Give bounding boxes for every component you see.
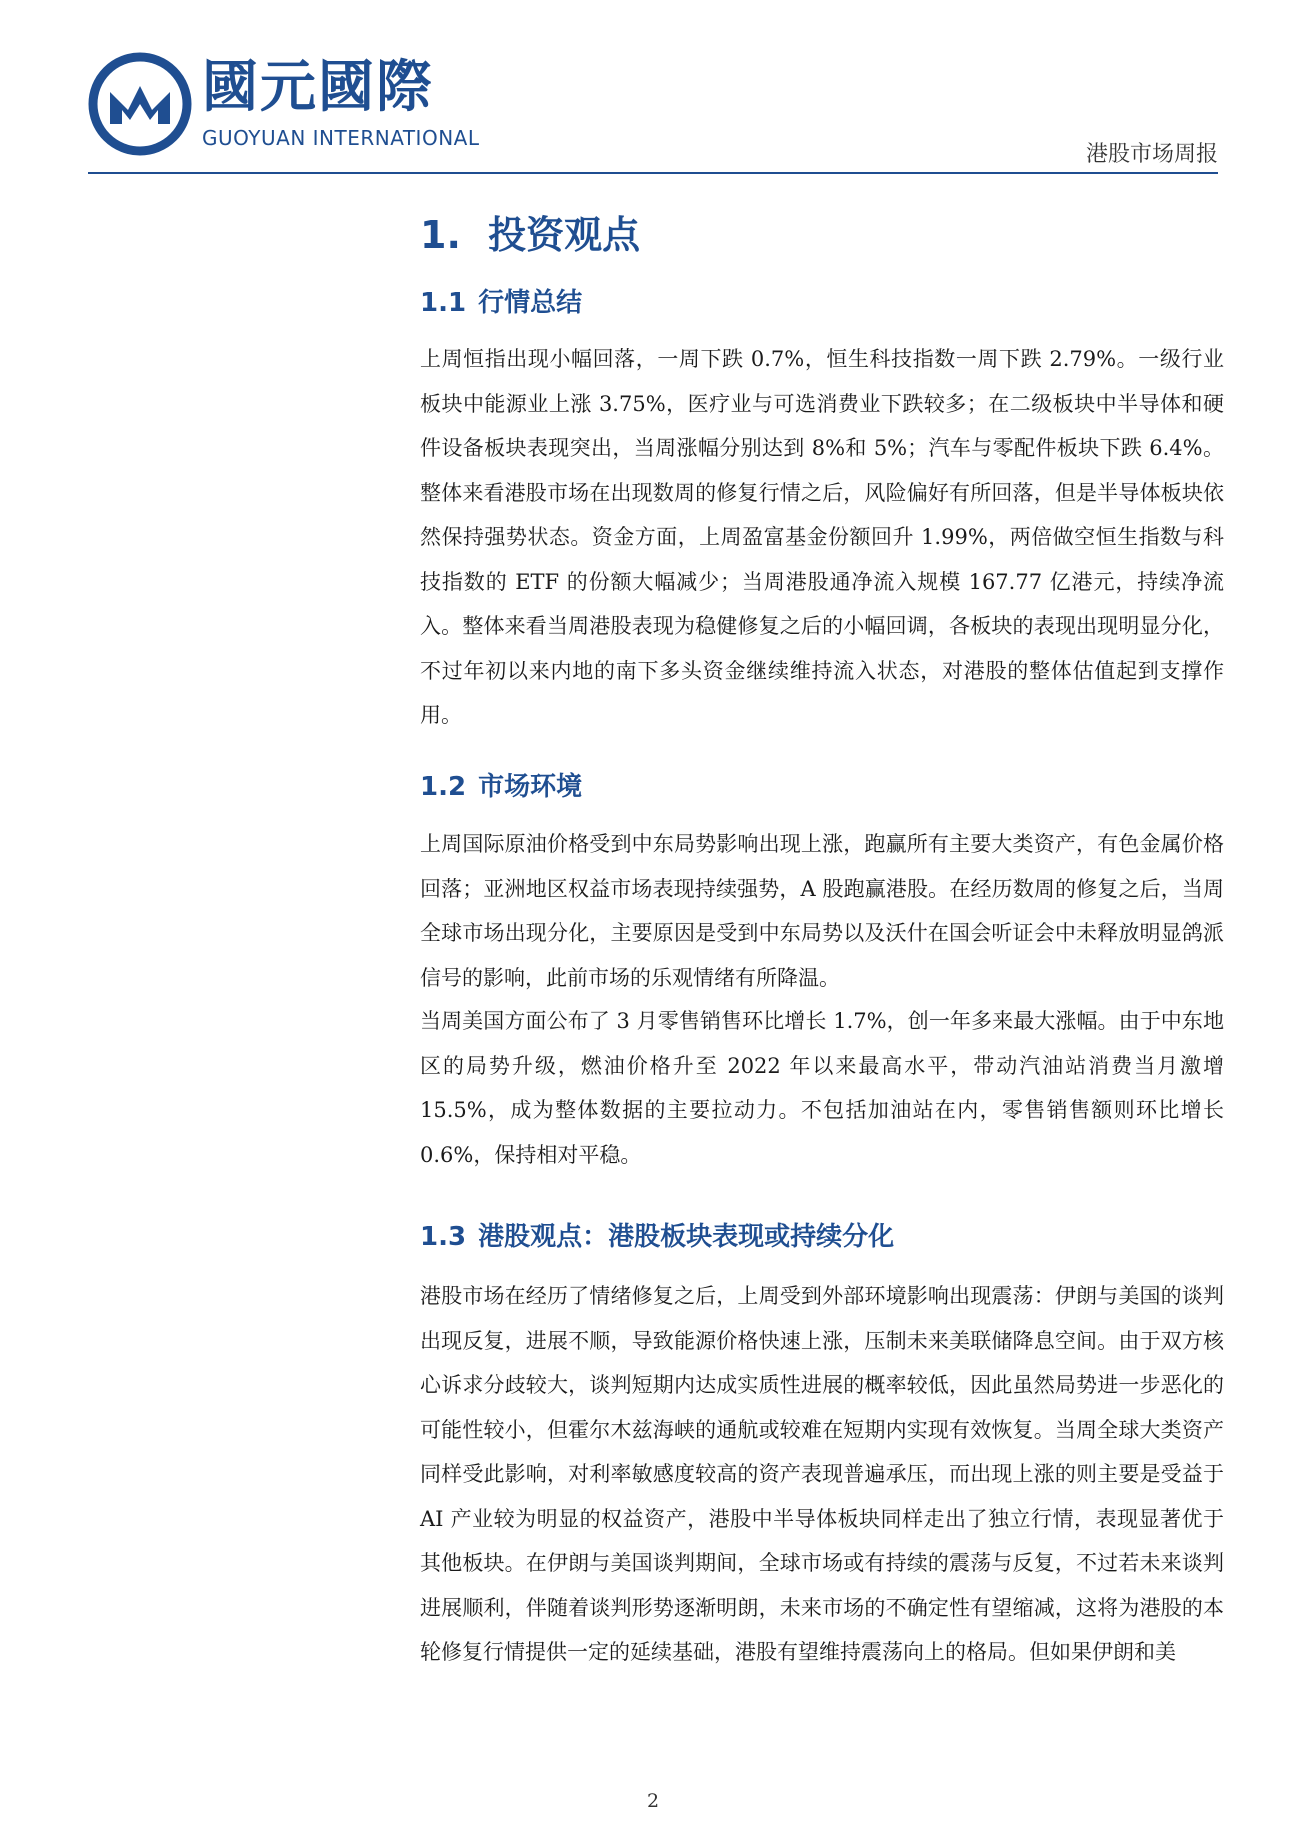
- subsection-number: 1.2: [420, 772, 467, 802]
- subsection-title: 市场环境: [478, 772, 583, 802]
- market-summary-paragraph: 上周恒指出现小幅回落，一周下跌 0.7%，恒生科技指数一周下跌 2.79%。一级行业板块中能源业上涨 3.75%，医疗业与可选消费业下跌较多；在二级板块中半导体和硬件设备板块表现突出，当周涨幅分别达到 8%和 5%；汽车与零配件板块下跌 6.4%。整体来看港股市场在出现数周的修复行情之后，风险偏好有所回落，但是半导体板块依然保持强势状态。资金方面，上周盈富基金份额回升 1.99%，两倍做空恒生指数与科技指数的 ETF 的份额大幅减少；当周港股通净流入规模 167.77 亿港元，持续净流入。整体来看当周港股表现为稳健修复之后的小幅回调，各板块的表现出现明显分化，不过年初以来内地的南下多头资金继续维持流入状态，对港股的整体估值起到支撑作用。: [420, 347, 1224, 727]
- company-logo: [88, 52, 480, 156]
- subsection-heading-1-1: [420, 282, 582, 319]
- market-environment-paragraph-1: 上周国际原油价格受到中东局势影响出现上涨，跑赢所有主要大类资产，有色金属价格回落；亚洲地区权益市场表现持续强势，A 股跑赢港股。在经历数周的修复之后，当周全球市场出现分化，主要原因是受到中东局势以及沃什在国会听证会中未释放明显鸽派信号的影响，此前市场的乐观情绪有所降温。: [420, 832, 1224, 990]
- section-title: 投资观点: [488, 213, 641, 257]
- subsection-heading-1-3: [420, 1216, 894, 1253]
- subsection-heading-1-2: [420, 766, 582, 803]
- page-number: 2: [646, 1790, 660, 1812]
- subsection-number: 1.3: [420, 1222, 467, 1252]
- hk-stock-view-paragraph: 港股市场在经历了情绪修复之后，上周受到外部环境影响出现震荡：伊朗与美国的谈判出现反复，进展不顺，导致能源价格快速上涨，压制未来美联储降息空间。由于双方核心诉求分歧较大，谈判短期内达成实质性进展的概率较低，因此虽然局势进一步恶化的可能性较小，但霍尔木兹海峡的通航或较难在短期内实现有效恢复。当周全球大类资产同样受此影响，对利率敏感度较高的资产表现普遍承压，而出现上涨的则主要是受益于 AI 产业较为明显的权益资产，港股中半导体板块同样走出了独立行情，表现显著优于其他板块。在伊朗与美国谈判期间，全球市场或有持续的震荡与反复，不过若未来谈判进展顺利，伴随着谈判形势逐渐明朗，未来市场的不确定性有望缩减，这将为港股的本轮修复行情提供一定的延续基础，港股有望维持震荡向上的格局。但如果伊朗和美: [420, 1284, 1224, 1664]
- section-number: 1.: [420, 213, 461, 257]
- logo-chinese-name: 國元國際: [202, 55, 434, 120]
- logo-english-name: GUOYUAN INTERNATIONAL: [202, 126, 480, 150]
- header-divider: [88, 172, 1218, 174]
- section-heading: [420, 204, 640, 259]
- guoyuan-logo-icon: [88, 52, 192, 156]
- subsection-title: 行情总结: [478, 288, 583, 318]
- subsection-number: 1.1: [420, 288, 467, 318]
- subsection-title: 港股观点：港股板块表现或持续分化: [478, 1222, 895, 1252]
- report-type-label: 港股市场周报: [1085, 142, 1218, 167]
- market-environment-paragraph-2: 当周美国方面公布了 3 月零售销售环比增长 1.7%，创一年多来最大涨幅。由于中东地区的局势升级，燃油价格升至 2022 年以来最高水平，带动汽油站消费当月激增 15.5%，成为整体数据的主要拉动力。不包括加油站在内，零售销售额则环比增长 0.6%，保持相对平稳。: [420, 1009, 1224, 1167]
